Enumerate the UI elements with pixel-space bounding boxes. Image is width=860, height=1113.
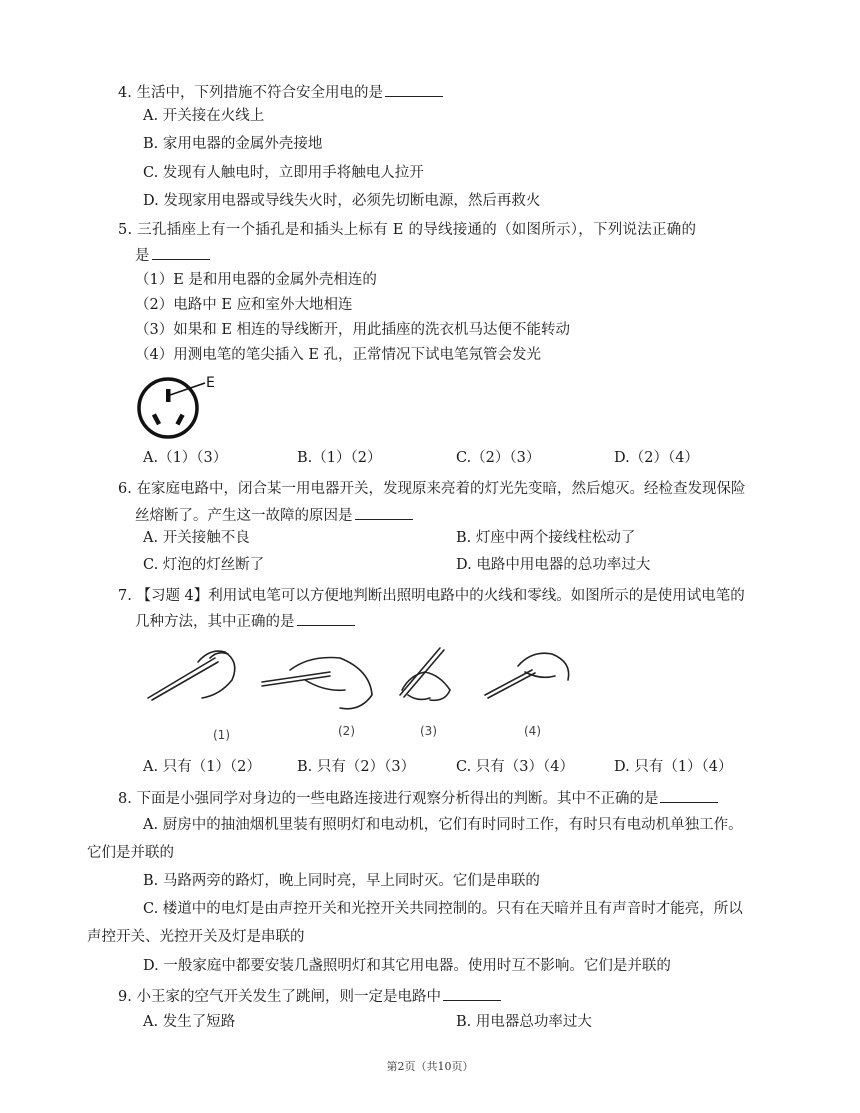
q7-option-c: C. 只有（3）（4） <box>456 759 574 775</box>
test-pen-method-3 <box>400 648 450 700</box>
three-hole-socket-figure <box>135 370 225 445</box>
figure-label-1: (1) <box>213 728 230 742</box>
q5-stem-line2: 是 <box>135 245 210 266</box>
q6-stem-line2: 丝熔断了。产生这一故障的原因是 <box>135 505 413 526</box>
q4-option-b: B. 家用电器的金属外壳接地 <box>143 136 323 152</box>
q9-stem: 9. 小王家的空气开关发生了跳闸，则一定是电路中 <box>118 986 501 1007</box>
socket-outline <box>139 379 197 437</box>
q8-option-a-line2: 它们是并联的 <box>87 845 174 861</box>
q9-option-a: A. 发生了短路 <box>143 1014 236 1030</box>
q6-stem-line1: 6. 在家庭电路中，闭合某一用电器开关，发现原来亮着的灯光先变暗，然后熄灭。经检查发现保险 <box>118 481 746 497</box>
socket-right-hole <box>175 414 184 426</box>
q5-option-c: C.（2）（3） <box>456 450 541 466</box>
q8-option-b: B. 马路两旁的路灯，晚上同时亮，早上同时灭。它们是串联的 <box>143 873 540 889</box>
q7-stem-line2: 几种方法，其中正确的是 <box>135 611 355 632</box>
q5-option-a: A.（1）（3） <box>143 450 228 466</box>
answer-blank[interactable] <box>660 788 718 803</box>
test-pen-method-1 <box>148 651 235 700</box>
q5-item-4: （4）用测电笔的笔尖插入 E 孔，正常情况下试电笔氖管会发光 <box>135 347 542 363</box>
answer-blank[interactable] <box>152 245 210 260</box>
q4-option-c: C. 发现有人触电时，立即用手将触电人拉开 <box>143 165 424 181</box>
q7-option-d: D. 只有（1）（4） <box>614 759 733 775</box>
q4-option-a: A. 开关接在火线上 <box>143 108 265 124</box>
q9-option-b: B. 用电器总功率过大 <box>456 1014 592 1030</box>
socket-e-label: E <box>206 375 215 391</box>
q8-option-a-line1: A. 厨房中的抽油烟机里装有照明灯和电动机，它们有时同时工作，有时只有电动机单独工作。 <box>143 817 743 833</box>
answer-blank[interactable] <box>443 986 501 1001</box>
test-pen-method-4 <box>485 653 569 698</box>
q6-option-d: D. 电路中用电器的总功率过大 <box>456 557 651 573</box>
q7-stem-line1: 7. 【习题 4】利用试电笔可以方便地判断出照明电路中的火线和零线。如图所示的是使用试电笔的 <box>118 588 745 604</box>
socket-ground-hole <box>166 389 171 402</box>
q6-option-a: A. 开关接触不良 <box>143 530 250 546</box>
q8-option-c-line1: C. 楼道中的电灯是由声控开关和光控开关共同控制的。只有在天暗并且有声音时才能亮，所以 <box>143 901 743 917</box>
figure-label-3: (3) <box>420 724 437 738</box>
figure-label-2: (2) <box>338 724 355 738</box>
q6-option-c: C. 灯泡的灯丝断了 <box>143 557 265 573</box>
q5-option-b: B.（1）（2） <box>297 450 382 466</box>
q8-stem: 8. 下面是小强同学对身边的一些电路连接进行观察分析得出的判断。其中不正确的是 <box>118 788 718 809</box>
q4-stem: 4. 生活中，下列措施不符合安全用电的是 <box>118 82 443 103</box>
answer-blank[interactable] <box>385 82 443 97</box>
test-pen-method-2 <box>262 658 372 709</box>
q8-option-d: D. 一般家庭中都要安装几盏照明灯和其它用电器。使用时互不影响。它们是并联的 <box>143 958 671 974</box>
q5-item-3: （3）如果和 E 相连的导线断开，用此插座的洗衣机马达便不能转动 <box>135 322 571 338</box>
answer-blank[interactable] <box>355 505 413 520</box>
page-footer: 第2页（共10页） <box>386 1060 474 1073</box>
socket-left-hole <box>152 413 161 425</box>
q7-option-a: A. 只有（1）（2） <box>143 759 261 775</box>
q5-option-d: D.（2）（4） <box>614 450 699 466</box>
q7-option-b: B. 只有（2）（3） <box>297 759 416 775</box>
q4-option-d: D. 发现家用电器或导线失火时，必须先切断电源，然后再救火 <box>143 193 541 209</box>
q5-item-1: （1）E 是和用电器的金属外壳相连的 <box>135 272 377 288</box>
q5-item-2: （2）电路中 E 应和室外大地相连 <box>135 297 353 313</box>
q8-option-c-line2: 声控开关、光控开关及灯是串联的 <box>87 929 305 945</box>
figure-label-4: (4) <box>524 724 541 738</box>
q5-stem-line1: 5. 三孔插座上有一个插孔是和插头上标有 E 的导线接通的（如图所示），下列说法正确的 <box>118 222 697 238</box>
answer-blank[interactable] <box>297 611 355 626</box>
test-pen-figures <box>140 640 580 720</box>
q6-option-b: B. 灯座中两个接线柱松动了 <box>456 530 636 546</box>
